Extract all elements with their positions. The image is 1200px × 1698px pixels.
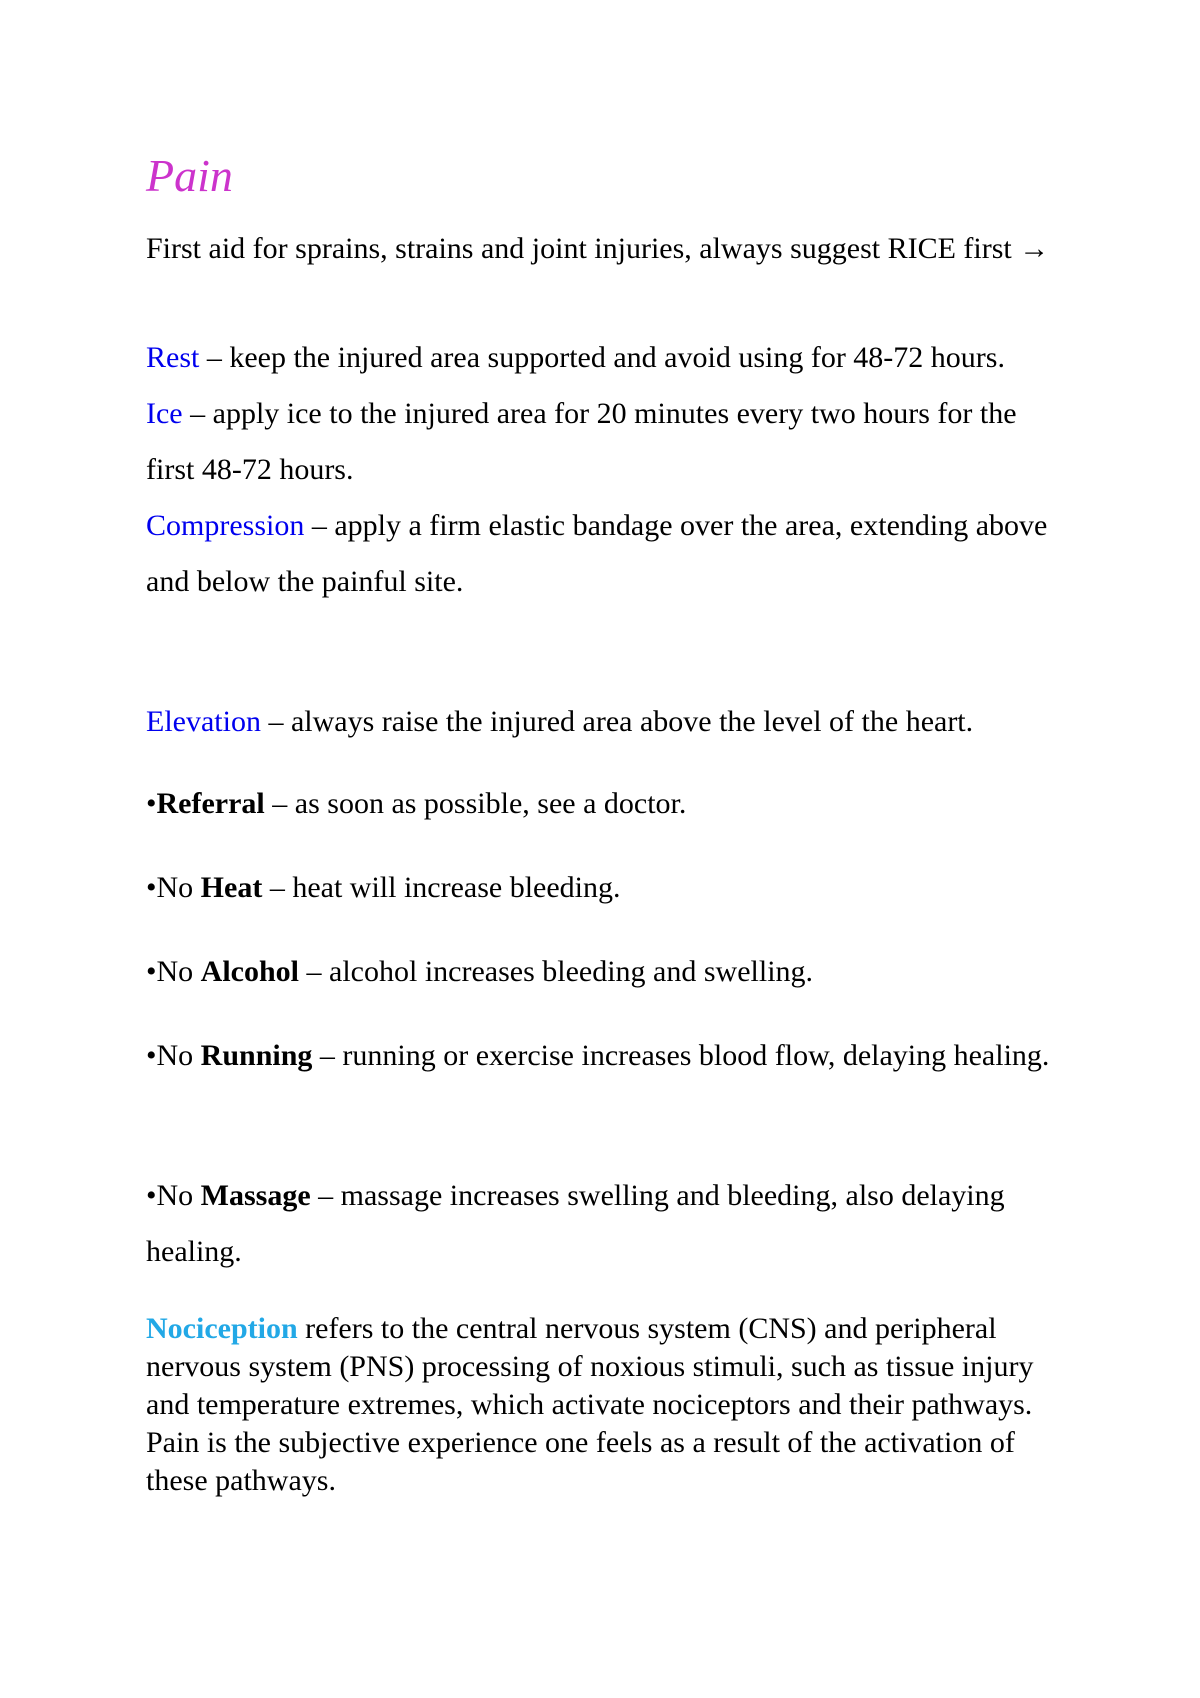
advice-prefix: •No bbox=[146, 955, 201, 988]
nociception-text: refers to the central nervous system (CNS) and peripheral nervous system (PNS) processing of noxious stimuli, such as tissue injury and temperature extremes, which activate nociceptors and their pathways. Pain is the subjective experience one feels as a result of the activation of these pathways. bbox=[146, 1312, 1034, 1497]
advice-item-heat bbox=[146, 860, 1066, 916]
advice-prefix: •No bbox=[146, 1179, 201, 1212]
rice-term-rest: Rest bbox=[146, 341, 200, 374]
advice-text-running: – running or exercise increases blood flow, delaying healing. bbox=[312, 1039, 1050, 1072]
advice-key-heat: Heat bbox=[200, 871, 263, 904]
advice-text-referral: – as soon as possible, see a doctor. bbox=[264, 787, 687, 820]
advice-key-massage: Massage bbox=[200, 1179, 311, 1212]
rice-text-elevation: – always raise the injured area above the level of the heart. bbox=[260, 705, 974, 738]
advice-item-alcohol bbox=[146, 944, 1066, 1000]
advice-text-heat: – heat will increase bleeding. bbox=[262, 871, 621, 904]
intro-text: First aid for sprains, strains and joint injuries, always suggest RICE first → bbox=[146, 232, 1050, 265]
advice-text-massage: – massage increases swelling and bleeding, also delaying healing. bbox=[146, 1179, 1005, 1268]
rice-term-elevation: Elevation bbox=[146, 705, 261, 738]
advice-key-running: Running bbox=[200, 1039, 313, 1072]
rice-text-ice: – apply ice to the injured area for 20 minutes every two hours for the first 48-72 hours. bbox=[146, 397, 1017, 486]
nociception-term: Nociception bbox=[146, 1312, 298, 1345]
rice-item-compression bbox=[146, 498, 1066, 610]
advice-prefix: •No bbox=[146, 1039, 201, 1072]
advice-item-massage bbox=[146, 1168, 1066, 1280]
rice-term-ice: Ice bbox=[146, 397, 183, 430]
rice-text-rest: – keep the injured area supported and avoid using for 48-72 hours. bbox=[199, 341, 1005, 374]
rice-item-rest bbox=[146, 330, 1066, 386]
rice-term-compression: Compression bbox=[146, 509, 305, 542]
rice-item-elevation bbox=[146, 694, 1066, 750]
rice-list bbox=[146, 330, 1066, 610]
intro-paragraph bbox=[146, 230, 1066, 268]
rice-item-ice bbox=[146, 386, 1066, 498]
rice-text-compression: – apply a firm elastic bandage over the area, extending above and below the painful site. bbox=[146, 509, 1048, 598]
advice-prefix: • bbox=[146, 787, 157, 820]
advice-prefix: •No bbox=[146, 871, 201, 904]
page-title: Pain bbox=[146, 150, 233, 201]
advice-item-referral bbox=[146, 776, 1066, 832]
advice-key-alcohol: Alcohol bbox=[200, 955, 300, 988]
advice-item-running bbox=[146, 1028, 1066, 1084]
advice-key-referral: Referral bbox=[156, 787, 265, 820]
nociception-paragraph bbox=[146, 1310, 1066, 1500]
advice-text-alcohol: – alcohol increases bleeding and swelling. bbox=[299, 955, 814, 988]
